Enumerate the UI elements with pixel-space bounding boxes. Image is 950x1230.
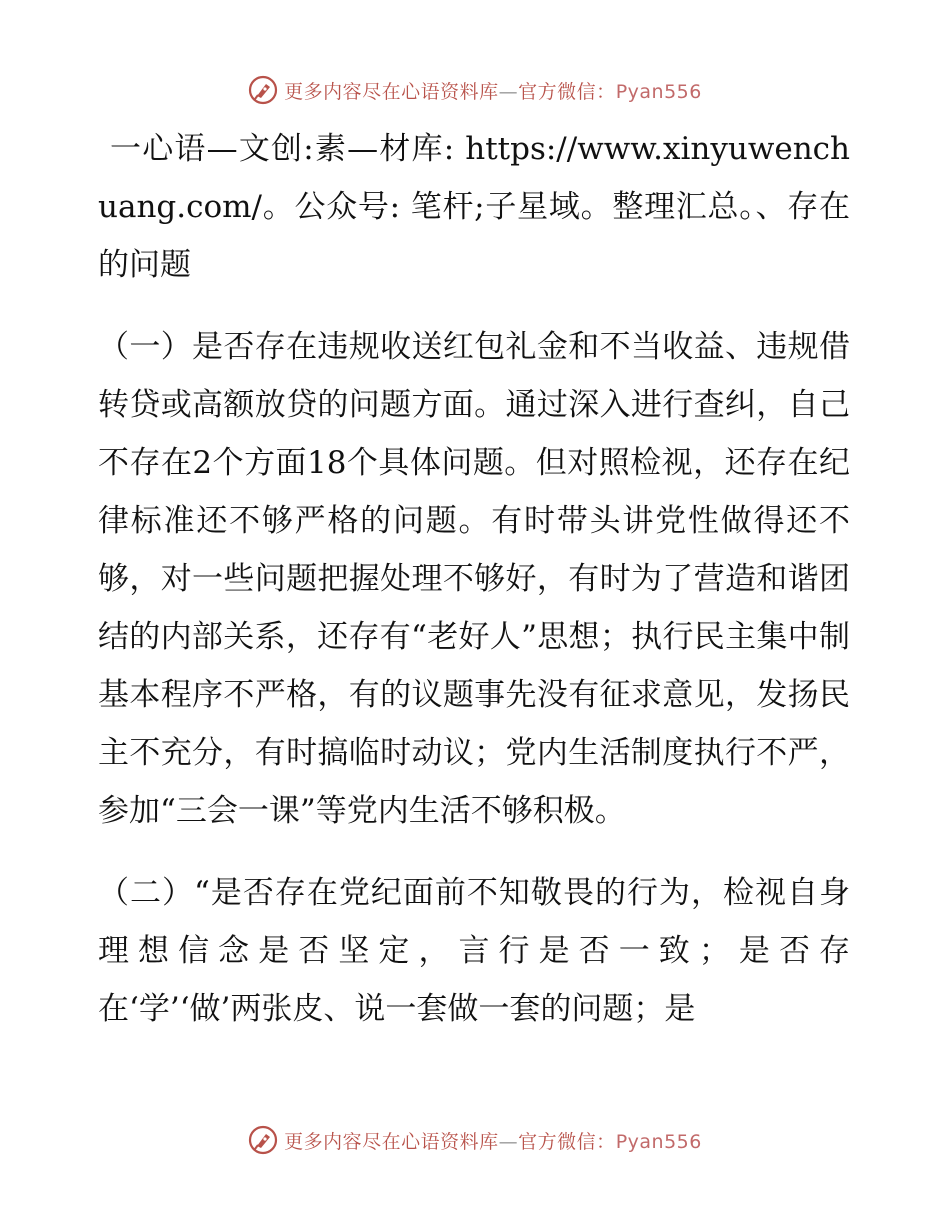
document-body [98, 120, 850, 1038]
watermark-header [0, 70, 950, 110]
watermark-text: 更多内容尽在心语资料库—官方微信：Pyan556 [284, 1130, 702, 1153]
watermark-text: 更多内容尽在心语资料库—官方微信：Pyan556 [284, 80, 702, 103]
pen-nib-logo-icon [248, 75, 278, 105]
intro-paragraph: 一心语—文创:素—材库: https://www.xinyuwenchuang.com/。公众号: 笔杆;子星域。整理汇总。、存在的问题 [98, 131, 850, 283]
section-1-paragraph: （一）是否存在违规收送红包礼金和不当收益、违规借转贷或高额放贷的问题方面。通过深入进行查纠，自己不存在2个方面18个具体问题。但对照检视，还存在纪律标准还不够严格的问题。有时带头讲党性做得还不够，对一些问题把握处理不够好，有时为了营造和谐团结的内部关系，还存有“老好人”思想；执行民主集中制基本程序不严格，有的议题事先没有征求意见，发扬民主不充分，有时搞临时动议；党内生活制度执行不严，参加“三会一课”等党内生活不够积极。 [98, 329, 850, 829]
section-2-paragraph: （二）“是否存在党纪面前不知敬畏的行为，检视自身理想信念是否坚定，言行是否一致；是否存在‘学’‘做’两张皮、说一套做一套的问题；是 [98, 875, 850, 1027]
watermark-footer [0, 1120, 950, 1160]
pen-nib-logo-icon [248, 1125, 278, 1155]
